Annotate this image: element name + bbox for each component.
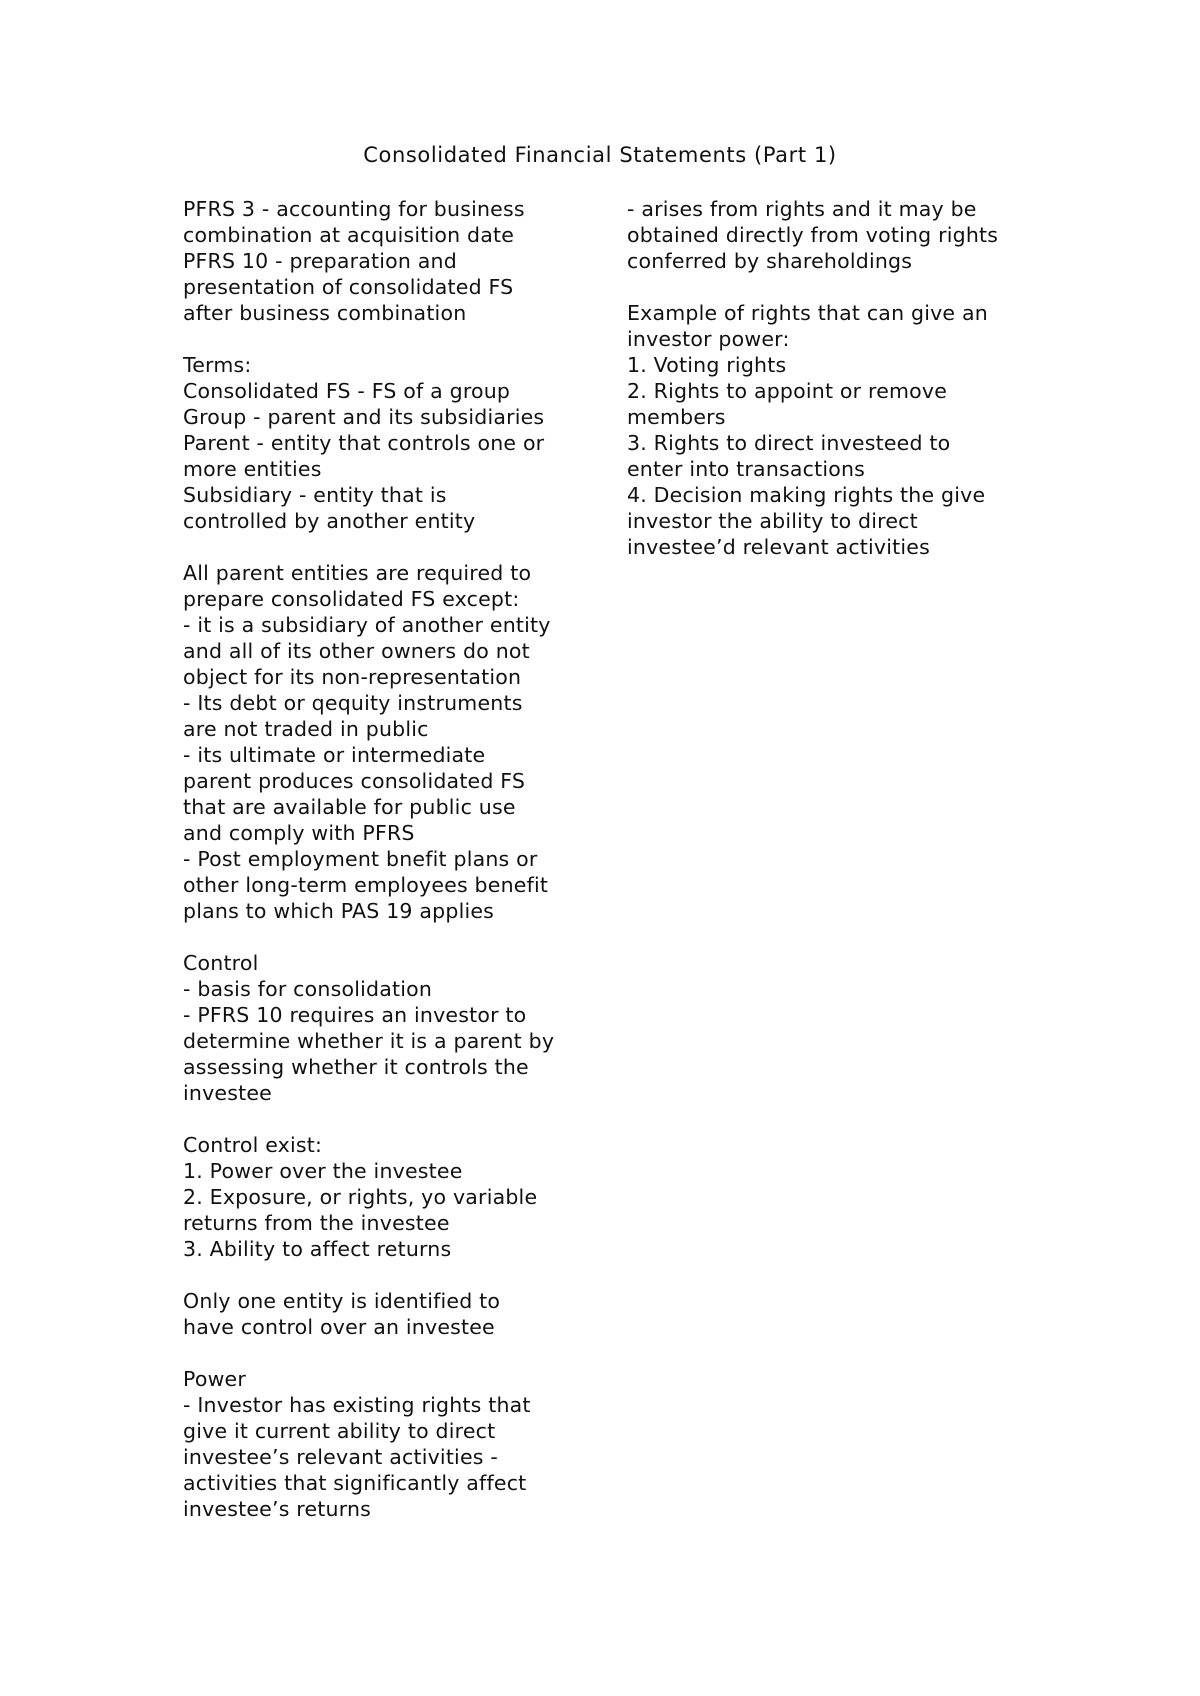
text-line: and all of its other owners do not	[183, 639, 530, 663]
text-line: investor the ability to direct	[627, 509, 918, 533]
paragraph-gap	[183, 924, 593, 950]
text-line: 3. Ability to affect returns	[183, 1237, 452, 1261]
text-line: investee’s relevant activities -	[183, 1445, 498, 1469]
text-line: Control exist:	[183, 1133, 323, 1157]
text-line: - Investor has existing rights that	[183, 1393, 531, 1417]
text-line: that are available for public use	[183, 795, 516, 819]
text-line: combination at acquisition date	[183, 223, 515, 247]
paragraph-gap	[183, 326, 593, 352]
text-line: investee	[183, 1081, 272, 1105]
text-line: Group - parent and its subsidiaries	[183, 405, 545, 429]
text-line: - basis for consolidation	[183, 977, 433, 1001]
text-line: returns from the investee	[183, 1211, 450, 1235]
text-line: 1. Power over the investee	[183, 1159, 463, 1183]
text-line: obtained directly from voting rights	[627, 223, 999, 247]
text-line: PFRS 3 - accounting for business	[183, 197, 525, 221]
text-line: - arises from rights and it may be	[627, 197, 977, 221]
text-line: 2. Rights to appoint or remove	[627, 379, 948, 403]
text-line: investee’d relevant activities	[627, 535, 930, 559]
text-line: object for its non-representation	[183, 665, 522, 689]
text-line: plans to which PAS 19 applies	[183, 899, 495, 923]
document-title: Consolidated Financial Statements (Part 1)	[363, 143, 837, 167]
paragraph-gap	[183, 1262, 593, 1288]
text-line: assessing whether it controls the	[183, 1055, 529, 1079]
text-line: give it current ability to direct	[183, 1419, 496, 1443]
text-line: PFRS 10 - preparation and	[183, 249, 457, 273]
paragraph-gap	[627, 274, 1037, 300]
text-line: 1. Voting rights	[627, 353, 787, 377]
text-line: controlled by another entity	[183, 509, 476, 533]
text-line: 3. Rights to direct investeed to	[627, 431, 951, 455]
left-column	[183, 196, 593, 1522]
text-line: Terms:	[183, 353, 252, 377]
text-line: are not traded in public	[183, 717, 429, 741]
paragraph-gap	[183, 1106, 593, 1132]
text-line: - it is a subsidiary of another entity	[183, 613, 551, 637]
text-line: Parent - entity that controls one or	[183, 431, 545, 455]
text-line: All parent entities are required to	[183, 561, 532, 585]
text-line: investee’s returns	[183, 1497, 372, 1521]
text-line: have control over an investee	[183, 1315, 495, 1339]
text-line: - PFRS 10 requires an investor to	[183, 1003, 527, 1027]
text-line: 4. Decision making rights the give	[627, 483, 986, 507]
text-line: determine whether it is a parent by	[183, 1029, 555, 1053]
text-line: - its ultimate or intermediate	[183, 743, 486, 767]
right-column	[627, 196, 1037, 560]
paragraph-gap	[183, 1340, 593, 1366]
text-line: Control	[183, 951, 259, 975]
text-line: after business combination	[183, 301, 467, 325]
text-line: Only one entity is identified to	[183, 1289, 501, 1313]
text-line: 2. Exposure, or rights, yo variable	[183, 1185, 538, 1209]
text-line: - Post employment bnefit plans or	[183, 847, 538, 871]
text-line: members	[627, 405, 726, 429]
text-line: Subsidiary - entity that is	[183, 483, 447, 507]
text-line: conferred by shareholdings	[627, 249, 913, 273]
text-line: Power	[183, 1367, 246, 1391]
text-line: Example of rights that can give an	[627, 301, 988, 325]
text-line: - Its debt or qequity instruments	[183, 691, 523, 715]
text-line: Consolidated FS - FS of a group	[183, 379, 511, 403]
text-line: investor power:	[627, 327, 790, 351]
text-line: parent produces consolidated FS	[183, 769, 526, 793]
text-line: and comply with PFRS	[183, 821, 415, 845]
paragraph-gap	[183, 534, 593, 560]
text-line: prepare consolidated FS except:	[183, 587, 520, 611]
text-line: more entities	[183, 457, 322, 481]
text-line: activities that significantly affect	[183, 1471, 527, 1495]
text-line: other long-term employees benefit	[183, 873, 549, 897]
text-line: enter into transactions	[627, 457, 866, 481]
text-line: presentation of consolidated FS	[183, 275, 514, 299]
